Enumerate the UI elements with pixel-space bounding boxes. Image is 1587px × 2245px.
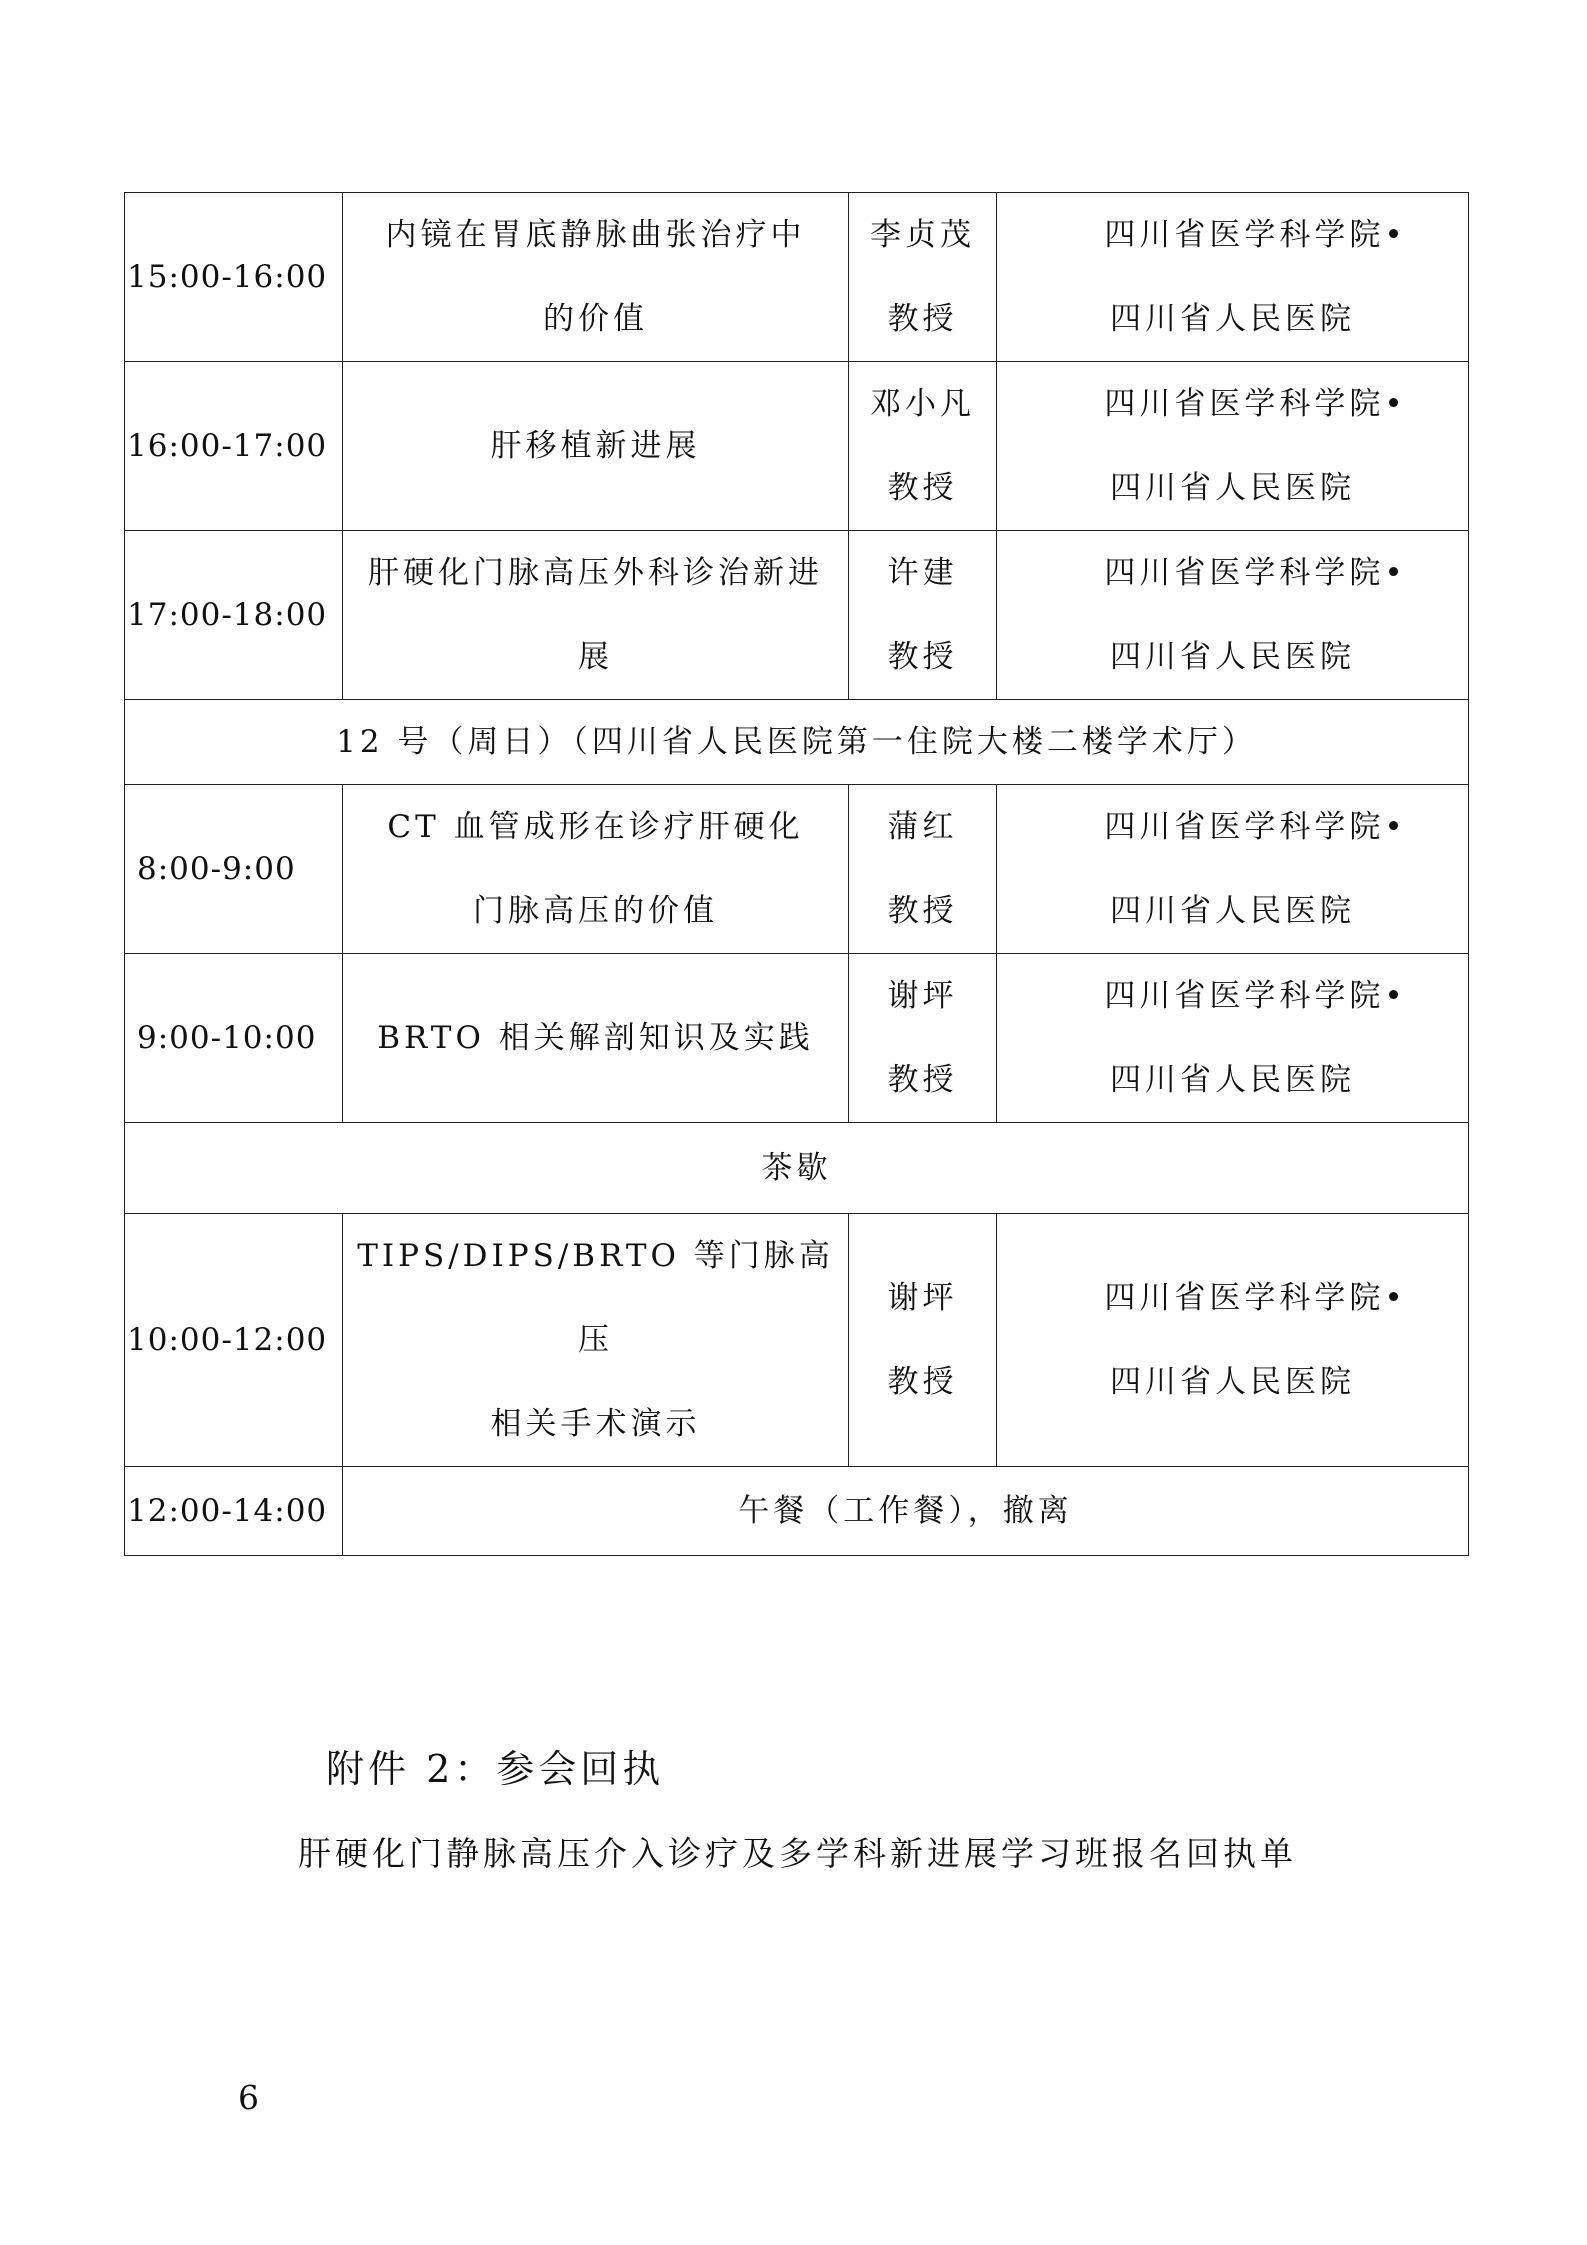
org-cell (997, 531, 1469, 700)
org-line: 四川省人民医院 (1110, 893, 1355, 929)
org-line: 四川省人民医院 (1110, 1062, 1355, 1098)
table-row (125, 193, 1469, 362)
topic-cell (343, 954, 849, 1123)
org-cell (997, 785, 1469, 954)
topic-line: TIPS/DIPS/BRTO 等门脉高压 (357, 1238, 834, 1358)
attachment-subtitle: 肝硬化门静脉高压介入诊疗及多学科新进展学习班报名回执单 (298, 1834, 1297, 1873)
topic-line: 肝移植新进展 (490, 428, 701, 464)
time-cell: 8:00-9:00 (125, 785, 343, 954)
org-line: 四川省医学科学院• (1104, 978, 1407, 1014)
topic-line: 展 (578, 639, 613, 675)
day-header: 12 号（周日）（四川省人民医院第一住院大楼二楼学术厅） (125, 700, 1469, 785)
lunch-text: 午餐（工作餐），撤离 (343, 1467, 1469, 1556)
time-cell: 12:00-14:00 (125, 1467, 343, 1556)
time-cell: 9:00-10:00 (125, 954, 343, 1123)
topic-line: 的价值 (543, 301, 648, 337)
org-line: 四川省医学科学院• (1104, 386, 1407, 422)
org-line: 四川省人民医院 (1110, 639, 1355, 675)
speaker-name: 李贞茂 (870, 217, 975, 253)
org-line: 四川省医学科学院• (1104, 1280, 1407, 1316)
speaker-name: 蒲红 (887, 809, 958, 845)
org-cell (997, 362, 1469, 531)
time-cell: 10:00-12:00 (125, 1214, 343, 1467)
speaker-title: 教授 (887, 639, 958, 675)
topic-line: 肝硬化门脉高压外科诊治新进 (368, 555, 823, 591)
table-row (125, 954, 1469, 1123)
speaker-title: 教授 (887, 470, 958, 506)
speaker-title: 教授 (887, 1062, 958, 1098)
org-cell (997, 193, 1469, 362)
org-line: 四川省医学科学院• (1104, 555, 1407, 591)
org-cell (997, 1214, 1469, 1467)
speaker-title: 教授 (887, 1364, 958, 1400)
schedule-table (124, 192, 1469, 1556)
speaker-cell (849, 193, 997, 362)
topic-cell (343, 785, 849, 954)
speaker-cell (849, 954, 997, 1123)
org-line: 四川省人民医院 (1110, 470, 1355, 506)
org-line: 四川省医学科学院• (1104, 217, 1407, 253)
speaker-name: 谢坪 (887, 978, 958, 1014)
org-line: 四川省人民医院 (1110, 301, 1355, 337)
topic-cell (343, 1214, 849, 1467)
speaker-name: 谢坪 (887, 1280, 958, 1316)
speaker-cell (849, 1214, 997, 1467)
speaker-title: 教授 (887, 893, 958, 929)
lunch-row (125, 1467, 1469, 1556)
time-cell: 15:00-16:00 (125, 193, 343, 362)
org-cell (997, 954, 1469, 1123)
org-line: 四川省医学科学院• (1104, 809, 1407, 845)
page-number: 6 (238, 2078, 259, 2117)
table-row (125, 1214, 1469, 1467)
speaker-cell (849, 362, 997, 531)
speaker-name: 邓小凡 (870, 386, 975, 422)
speaker-name: 许建 (887, 555, 958, 591)
topic-line: 内镜在胃底静脉曲张治疗中 (385, 217, 806, 253)
table-row (125, 785, 1469, 954)
topic-line: 相关手术演示 (490, 1406, 701, 1442)
org-line: 四川省人民医院 (1110, 1364, 1355, 1400)
tea-break: 茶歇 (125, 1123, 1469, 1214)
table-row (125, 362, 1469, 531)
speaker-title: 教授 (887, 301, 958, 337)
table-row (125, 531, 1469, 700)
topic-line: CT 血管成形在诊疗肝硬化 (387, 809, 804, 845)
time-cell: 16:00-17:00 (125, 362, 343, 531)
topic-line: BRTO 相关解剖知识及实践 (377, 1020, 814, 1056)
tea-break-row (125, 1123, 1469, 1214)
attachment-title: 附件 2：参会回执 (326, 1747, 665, 1791)
day-header-row (125, 700, 1469, 785)
topic-cell (343, 531, 849, 700)
topic-cell (343, 362, 849, 531)
speaker-cell (849, 785, 997, 954)
time-cell: 17:00-18:00 (125, 531, 343, 700)
topic-cell (343, 193, 849, 362)
topic-line: 门脉高压的价值 (473, 893, 718, 929)
speaker-cell (849, 531, 997, 700)
